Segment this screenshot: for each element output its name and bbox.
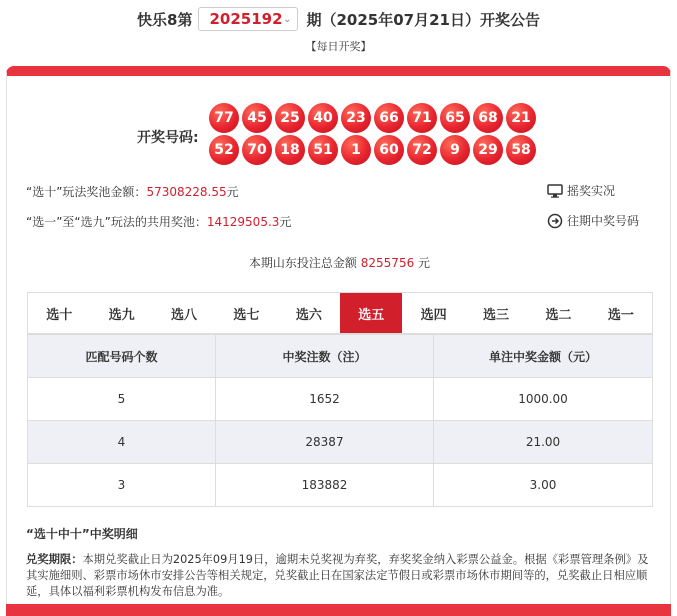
header (0, 0, 677, 66)
tab-xuan5[interactable]: 选五 (340, 293, 402, 333)
live-draw-label: 摇奖实况 (567, 184, 616, 198)
subtitle: 【每日开奖】 (305, 40, 372, 53)
number-ball: 45 (242, 103, 272, 133)
column-header: 单注中奖金额（元） (434, 335, 653, 378)
table-cell: 5 (28, 378, 216, 421)
live-draw-link[interactable] (547, 182, 615, 199)
bottom-bar (6, 604, 671, 616)
draw-label: 开奖号码: (137, 130, 199, 146)
column-header: 匹配号码个数 (28, 335, 216, 378)
tab-xuan6[interactable]: 选六 (295, 307, 322, 323)
table-cell: 183882 (216, 464, 434, 507)
number-ball: 18 (275, 135, 305, 165)
table-cell: 3.00 (434, 464, 653, 507)
pool-ten-value: 57308228.55 (146, 185, 227, 199)
play-type-tabs (27, 292, 653, 334)
notice-text: 本期兑奖截止日为2025年09月19日，逾期未兑奖视为弃奖，弃奖奖金纳入彩票公益金。根据《彩票管理条例》及其实施细则、彩票市场休市安排公告等相关规定，兑奖截止日在国家法定节假日或彩票市场休市期间等的，兑奖截止日相应顺延，具体以福利彩票机构发布信息为准。 (26, 553, 649, 598)
number-ball: 58 (506, 135, 536, 165)
number-ball: 1 (341, 135, 371, 165)
tab-xuan10[interactable]: 选十 (46, 307, 73, 323)
pool-shared (26, 213, 291, 230)
table-row (28, 421, 653, 464)
number-ball: 68 (473, 103, 503, 133)
title-suffix: 期（2025年07月21日）开奖公告 (306, 10, 540, 29)
number-ball: 65 (440, 103, 470, 133)
table-cell: 1000.00 (434, 378, 653, 421)
tab-xuan2[interactable]: 选二 (545, 307, 572, 323)
pool-ten-unit: 元 (226, 185, 239, 199)
issue-select[interactable] (198, 7, 298, 31)
total-bet (7, 254, 672, 271)
table-row (28, 464, 653, 507)
history-label: 往期中奖号码 (567, 214, 640, 228)
number-ball: 25 (275, 103, 305, 133)
pool-shared-value: 14129505.3 (206, 215, 280, 229)
number-ball: 72 (407, 135, 437, 165)
detail-title: “选十中十”中奖明细 (26, 527, 138, 541)
monitor-icon (547, 184, 563, 198)
tab-xuan7[interactable]: 选七 (233, 307, 260, 323)
number-ball: 52 (209, 135, 239, 165)
table-cell: 3 (28, 464, 216, 507)
total-label: 本期山东投注总金额 (248, 256, 357, 270)
total-unit: 元 (418, 256, 431, 270)
redeem-notice (26, 552, 654, 600)
tab-xuan1[interactable]: 选一 (607, 307, 634, 323)
result-card (6, 66, 671, 616)
tab-xuan9[interactable]: 选九 (108, 307, 135, 323)
chevron-down-icon: ⌄ (283, 13, 292, 25)
tab-xuan8[interactable]: 选八 (171, 307, 198, 323)
table-header-row (28, 335, 653, 378)
number-ball: 21 (506, 103, 536, 133)
table-cell: 1652 (216, 378, 434, 421)
history-link[interactable] (547, 212, 639, 229)
column-header: 中奖注数（注） (216, 335, 434, 378)
pool-ten-label: “选十”玩法奖池金额： (26, 185, 147, 199)
tab-xuan4[interactable]: 选四 (420, 307, 447, 323)
issue-value: 2025192 (209, 10, 283, 28)
table-cell: 4 (28, 421, 216, 464)
prize-table (27, 334, 653, 507)
arrow-circle-icon (547, 213, 563, 229)
number-ball: 71 (407, 103, 437, 133)
number-ball: 60 (374, 135, 404, 165)
number-ball: 77 (209, 103, 239, 133)
table-row (28, 378, 653, 421)
page-title (0, 7, 677, 31)
pool-ten (26, 183, 239, 200)
pool-shared-label: “选一”至“选九”玩法的共用奖池： (26, 215, 207, 229)
pool-shared-unit: 元 (279, 215, 292, 229)
tab-xuan3[interactable]: 选三 (483, 307, 510, 323)
table-cell: 21.00 (434, 421, 653, 464)
number-ball: 66 (374, 103, 404, 133)
number-ball: 9 (440, 135, 470, 165)
draw-numbers (209, 103, 549, 165)
total-value: 8255756 (360, 256, 415, 270)
number-ball: 51 (308, 135, 338, 165)
title-prefix: 快乐8第 (137, 10, 193, 29)
number-ball: 23 (341, 103, 371, 133)
number-ball: 29 (473, 135, 503, 165)
table-cell: 28387 (216, 421, 434, 464)
number-ball: 70 (242, 135, 272, 165)
number-ball: 40 (308, 103, 338, 133)
notice-label: 兑奖期限： (26, 553, 83, 566)
